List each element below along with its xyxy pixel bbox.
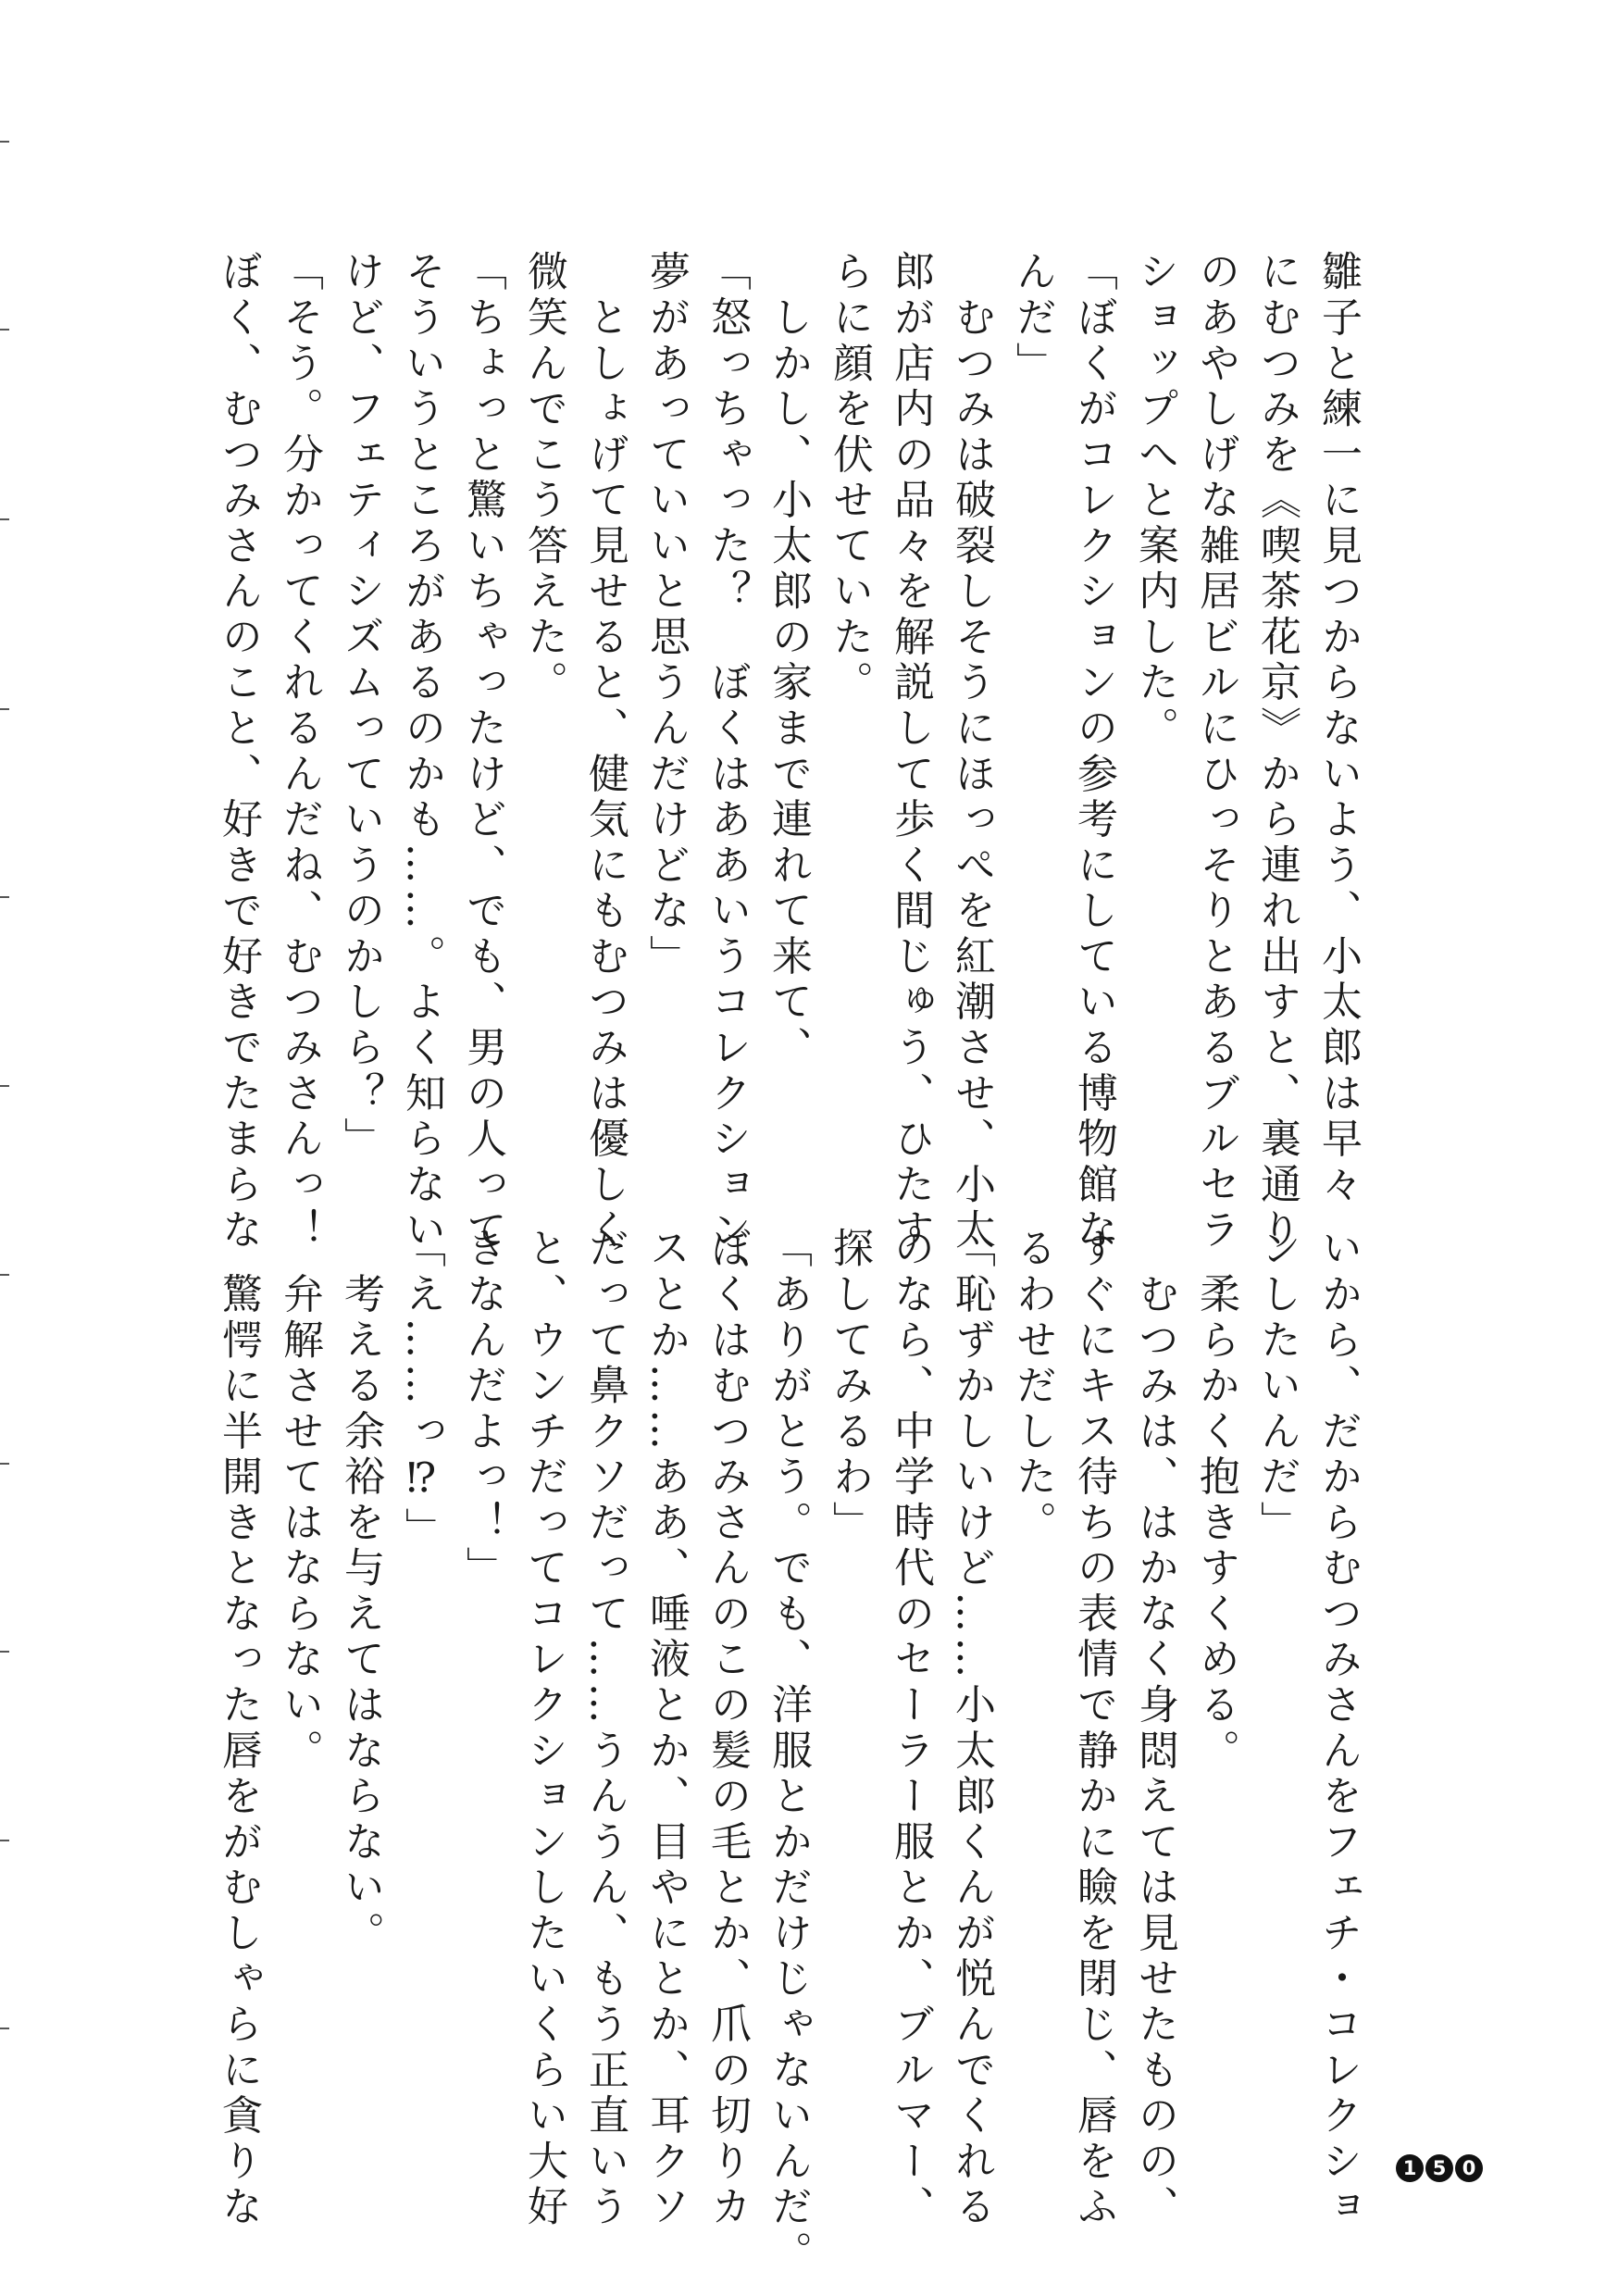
text-line: としょげて見せると、健気にもむつみは優しく (581, 250, 629, 1254)
text-line: のあやしげな雑居ビルにひっそりとあるブルセラ (1192, 250, 1239, 1254)
text-line: んだ」 (1009, 250, 1056, 387)
page-number-digit: 0 (1455, 2154, 1483, 2182)
text-line: ショップへと案内した。 (1131, 250, 1178, 753)
margin-tick (0, 329, 9, 331)
margin-tick (0, 2028, 9, 2029)
text-line: 「ぼくがコレクションの参考にしている博物館な (1070, 250, 1117, 1254)
text-line: 「怒っちゃった？ ぼくはああいうコレクション、 (703, 250, 751, 1300)
margin-tick (0, 1651, 9, 1653)
text-block-bottom (193, 1227, 1368, 2277)
text-line: いから、だからむつみさんをフェチ・コレクショ (1314, 1227, 1362, 2231)
text-line: 「恥ずかしいけど……小太郎くんが悦んでくれる (948, 1227, 995, 2231)
page-number (1396, 2154, 1483, 2182)
text-line: のなら、中学時代のセーラー服とか、ブルマー、 (887, 1227, 934, 2231)
page-number-digit: 1 (1396, 2154, 1424, 2182)
text-block-top (193, 250, 1368, 1300)
text-line: すぐにキス待ちの表情で静かに瞼を閉じ、唇をふ (1070, 1227, 1117, 2231)
text-line: らに顔を伏せていた。 (826, 250, 873, 706)
text-line: だって鼻クソだって……うんうん、もう正直いう (581, 1227, 629, 2231)
text-line: 微笑んでこう答えた。 (520, 250, 567, 706)
margin-tick (0, 1463, 9, 1465)
margin-tick (0, 1085, 9, 1087)
text-line: ぼくはむつみさんのこの髪の毛とか、爪の切りカ (703, 1227, 751, 2231)
text-line: きなんだよっ！」 (459, 1227, 506, 1592)
text-line: 「え……っ⁉」 (398, 1227, 445, 1553)
text-line: るわせだした。 (1009, 1227, 1056, 1546)
text-line: 「ありがとう。でも、洋服とかだけじゃないんだ。 (765, 1227, 812, 2277)
text-line: 考える余裕を与えてはならない。 (337, 1227, 384, 1957)
text-line: 「ちょっと驚いちゃったけど、でも、男の人って (459, 250, 506, 1254)
text-line: そういうところがあるのかも……。よく知らない (398, 250, 445, 1254)
text-line: 探してみるわ」 (826, 1227, 873, 1546)
margin-tick (0, 1840, 9, 1841)
margin-tick (0, 518, 9, 520)
text-line: にむつみを《喫茶花京》から連れ出すと、裏通り (1253, 250, 1301, 1254)
text-line: むつみは破裂しそうにほっぺを紅潮させ、小太 (948, 250, 995, 1254)
text-line: 夢があっていいと思うんだけどな」 (642, 250, 690, 980)
text-line: 雛子と練一に見つからないよう、小太郎は早々 (1314, 250, 1362, 1208)
text-line: スとか……ああ、唾液とか、目やにとか、耳クソ (642, 1227, 690, 2231)
margin-tick (0, 708, 9, 710)
text-line: 柔らかく抱きすくめる。 (1192, 1227, 1239, 1775)
text-line: むつみは、はかなく身悶えては見せたものの、 (1131, 1227, 1178, 2231)
margin-tick (0, 896, 9, 898)
text-line: と、ウンチだってコレクションしたいくらい大好 (520, 1227, 567, 2231)
margin-tick (0, 141, 9, 143)
text-line: ぼく、むつみさんのこと、好きで好きでたまらな (215, 250, 262, 1254)
text-line: 弁解させてはならない。 (276, 1227, 323, 1775)
text-line: けど、フェティシズムっていうのかしら？」 (337, 250, 384, 1163)
text-line: 「そう。分かってくれるんだね、むつみさんっ！ (276, 250, 323, 1254)
page-number-digit: 5 (1425, 2154, 1453, 2182)
text-line: 郎が店内の品々を解説して歩く間じゅう、ひたす (887, 250, 934, 1254)
text-line: ンしたいんだ」 (1253, 1227, 1301, 1546)
text-line: しかし、小太郎の家まで連れて来て、 (765, 250, 812, 1072)
text-line: 驚愕に半開きとなった唇をがむしゃらに貪りな (215, 1227, 262, 2231)
margin-tick (0, 1274, 9, 1276)
